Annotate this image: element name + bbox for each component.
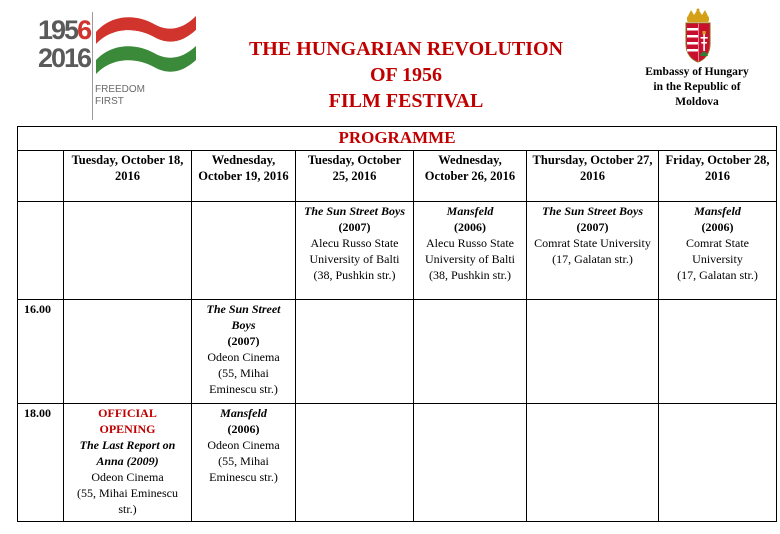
day-header: Tuesday, October 25, 2016 <box>296 151 414 202</box>
venue-name: Odeon Cinema <box>207 438 280 452</box>
venue-address: (55, Mihai Eminescu str.) <box>209 366 278 396</box>
time-cell <box>18 202 64 300</box>
film-year: (2006) <box>701 220 734 234</box>
venue-name: Alecu Russo State University of Balti <box>309 236 400 266</box>
film-title: Mansfeld <box>446 204 494 218</box>
logo-year-top: 195 <box>38 15 78 45</box>
table-cell-empty <box>659 404 777 522</box>
flag-ribbon-icon <box>94 10 198 76</box>
embassy-line-2: in the Republic of <box>653 81 741 93</box>
film-year: (2007) <box>576 220 609 234</box>
table-row <box>18 127 777 151</box>
logo-year-top-red: 6 <box>77 15 91 45</box>
film-title: The Last Report on Anna (2009) <box>79 438 176 468</box>
official-opening-label-2: OPENING <box>99 422 156 436</box>
table-cell-empty <box>414 404 527 522</box>
title-line-1: THE HUNGARIAN REVOLUTION <box>248 38 564 60</box>
film-year: (2007) <box>227 334 260 348</box>
festival-logo <box>38 6 198 118</box>
venue-address: (17, Galatan str.) <box>552 252 633 266</box>
festival-title <box>196 36 616 114</box>
table-cell-empty <box>64 300 192 404</box>
venue-name: Comrat State University <box>534 236 651 250</box>
venue-name: Odeon Cinema <box>207 350 280 364</box>
title-line-3: FILM FESTIVAL <box>328 90 484 112</box>
programme-header: PROGRAMME <box>18 127 777 151</box>
logo-tagline-1: FREEDOM <box>95 84 145 95</box>
table-row <box>18 300 777 404</box>
hungarian-coat-of-arms-icon <box>678 8 718 64</box>
table-cell-empty <box>296 404 414 522</box>
film-title: The Sun Street Boys <box>541 204 643 218</box>
film-year: (2006) <box>454 220 486 234</box>
day-header: Tuesday, October 18, 2016 <box>64 151 192 202</box>
embassy-line-3: Moldova <box>675 96 719 108</box>
day-header: Wednesday, October 26, 2016 <box>414 151 527 202</box>
table-cell-empty <box>527 404 659 522</box>
table-cell-empty <box>527 300 659 404</box>
logo-years <box>38 16 90 72</box>
table-cell-empty <box>659 300 777 404</box>
screening-cell <box>527 202 659 300</box>
time-cell: 18.00 <box>18 404 64 522</box>
venue-address: (55, Mihai Eminescu str.) <box>77 486 178 516</box>
embassy-line-1: Embassy of Hungary <box>645 66 749 78</box>
table-cell-empty <box>296 300 414 404</box>
table-cell-empty <box>64 202 192 300</box>
screening-cell <box>296 202 414 300</box>
time-cell: 16.00 <box>18 300 64 404</box>
logo-divider <box>92 12 93 120</box>
logo-year-bottom: 2016 <box>38 43 91 73</box>
venue-address: (55, Mihai Eminescu str.) <box>209 454 278 484</box>
film-year: (2006) <box>227 422 260 436</box>
film-title: Mansfeld <box>220 406 267 420</box>
table-row <box>18 404 777 522</box>
film-title: The Sun Street Boys <box>206 302 281 332</box>
day-header: Friday, October 28, 2016 <box>659 151 777 202</box>
venue-address: (17, Galatan str.) <box>677 268 758 282</box>
screening-cell <box>192 404 296 522</box>
embassy-name <box>622 65 772 110</box>
venue-address: (38, Pushkin str.) <box>313 268 396 282</box>
logo-tagline <box>95 84 145 108</box>
film-year: (2007) <box>338 220 371 234</box>
logo-tagline-2: FIRST <box>95 96 124 107</box>
screening-cell <box>192 300 296 404</box>
screening-cell <box>64 404 192 522</box>
official-opening-label: OFFICIAL <box>98 406 157 420</box>
screening-cell <box>659 202 777 300</box>
table-row <box>18 202 777 300</box>
venue-name: Odeon Cinema <box>91 470 164 484</box>
venue-address: (38, Pushkin str.) <box>428 268 511 282</box>
day-header: Thursday, October 27, 2016 <box>527 151 659 202</box>
screening-cell <box>414 202 527 300</box>
programme-table <box>17 126 777 522</box>
table-row <box>18 151 777 202</box>
venue-name: Alecu Russo State University of Balti <box>425 236 515 266</box>
table-cell-empty <box>18 151 64 202</box>
day-header: Wednesday, October 19, 2016 <box>192 151 296 202</box>
film-title: The Sun Street Boys <box>303 204 405 218</box>
title-line-2: OF 1956 <box>369 64 443 86</box>
table-cell-empty <box>414 300 527 404</box>
table-cell-empty <box>192 202 296 300</box>
venue-name: Comrat State University <box>686 236 749 266</box>
film-title: Mansfeld <box>694 204 741 218</box>
